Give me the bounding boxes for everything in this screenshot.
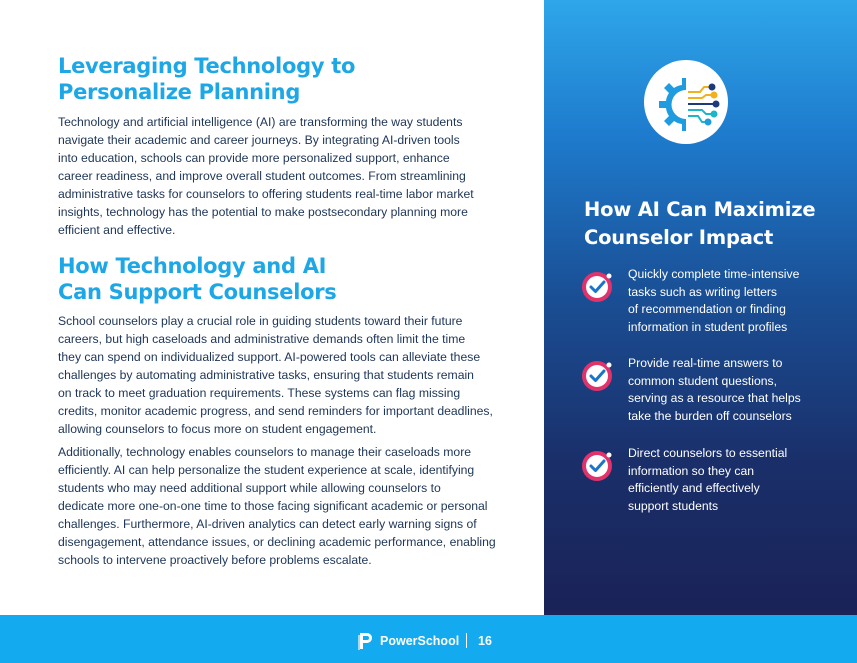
text-line: allowing counselors to focus more on student engagement.: [58, 422, 377, 436]
bullet-line: Provide real-time answers to: [628, 356, 783, 370]
paragraph-counselor-role: [58, 312, 520, 438]
text-line: Technology and artificial intelligence (AI) are transforming the way students: [58, 115, 463, 129]
text-line: efficient and effective.: [58, 223, 176, 237]
powerschool-logo-icon: [358, 632, 374, 650]
footer-divider: [466, 633, 467, 648]
title-line: How AI Can Maximize: [584, 198, 816, 221]
heading-line: Leveraging Technology to: [58, 54, 356, 78]
title-line: Counselor Impact: [584, 226, 774, 249]
checkmark-icon: [580, 449, 614, 483]
text-line: credits, monitor academic progress, and send reminders for important deadlines,: [58, 404, 493, 418]
text-line: insights, technology has the potential to make postsecondary planning more: [58, 205, 468, 219]
checkmark-icon: [580, 359, 614, 393]
bullet-line: take the burden off counselors: [628, 408, 792, 423]
text-line: Additionally, technology enables counselors to manage their caseloads more: [58, 445, 472, 459]
bullet-line: Direct counselors to essential: [628, 446, 788, 460]
text-line: careers, but high caseloads and administrative demands often limit the time: [58, 332, 466, 346]
text-line: students who may need additional support while allowing counselors to: [58, 481, 441, 495]
page-footer: [0, 615, 857, 663]
bullet-line: support students: [628, 498, 719, 513]
bullet-text: [628, 266, 848, 336]
heading-line: How Technology and AI: [58, 254, 327, 278]
text-line: on track to meet graduation requirements. These systems can flag missing: [58, 386, 461, 400]
bullet-line: information in student profiles: [628, 319, 788, 334]
text-line: dedicate more one-on-one time to those facing significant academic or personal: [58, 499, 488, 513]
bullet-line: efficiently and effectively: [628, 481, 760, 496]
bullet-line: of recommendation or finding: [628, 302, 786, 317]
sidebar-panel: [544, 0, 857, 615]
text-line: into education, schools can provide more personalized support, enhance: [58, 151, 450, 165]
section-heading-leveraging-technology: [58, 53, 358, 105]
paragraph-caseload-management: [58, 443, 520, 569]
text-line: career readiness, and improve overall student outcomes. From streamlining: [58, 169, 466, 183]
bullet-line: information so they can: [628, 463, 755, 478]
heading-line: Personalize Planning: [58, 80, 301, 104]
heading-line: Can Support Counselors: [58, 280, 337, 304]
section-heading-support-counselors: [58, 253, 358, 305]
text-line: efficiently. AI can help personalize the student experience at scale, identifying: [58, 463, 475, 477]
text-line: School counselors play a crucial role in guiding students toward their future: [58, 314, 463, 328]
bullet-text: [628, 445, 848, 515]
paragraph-leveraging-technology: [58, 113, 520, 239]
bullet-text: [628, 355, 848, 425]
bullet-line: serving as a resource that helps: [628, 391, 801, 406]
bullet-line: common student questions,: [628, 373, 778, 388]
text-line: challenges. Furthermore, AI-driven analytics can detect early warning signs of: [58, 517, 477, 531]
page-number: 16: [478, 634, 492, 648]
ai-gear-circuit-icon: [644, 60, 728, 144]
text-line: they can spend on individualized support. AI-powered tools can alleviate these: [58, 350, 481, 364]
text-line: navigate their academic and career journeys. By integrating AI-driven tools: [58, 133, 460, 147]
brand-name: PowerSchool: [380, 634, 460, 648]
bullet-line: Quickly complete time-intensive: [628, 267, 800, 281]
sidebar-title: [584, 196, 844, 252]
checkmark-icon: [580, 270, 614, 304]
text-line: challenges by automating administrative tasks, ensuring that students remain: [58, 368, 474, 382]
bullet-line: tasks such as writing letters: [628, 284, 778, 299]
text-line: disengagement, attendance issues, or declining academic performance, enabling: [58, 535, 496, 549]
text-line: administrative tasks for counselors to offering students real-time labor market: [58, 187, 474, 201]
text-line: schools to intervene proactively before problems escalate.: [58, 553, 372, 567]
